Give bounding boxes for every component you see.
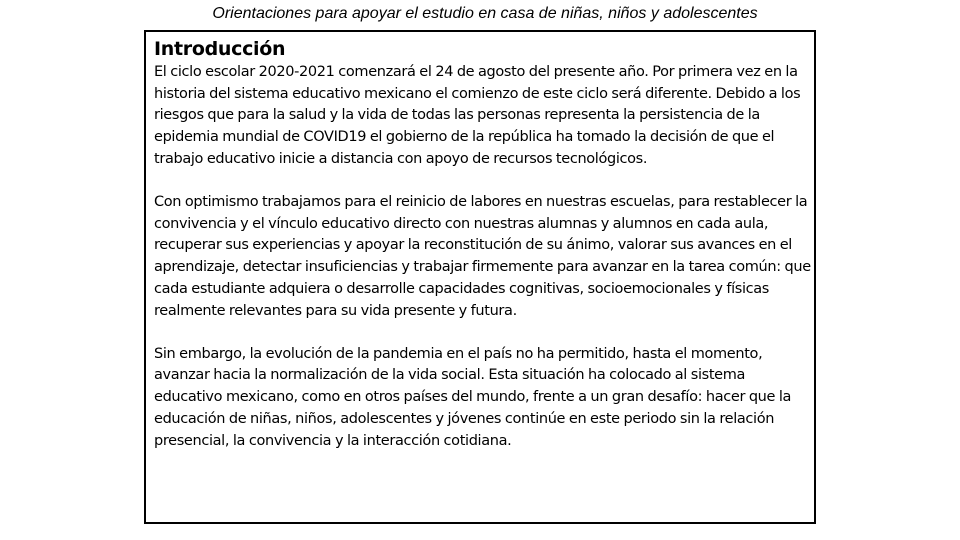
paragraph-3: Sin embargo, la evolución de la pandemia en el país no ha permitido, hasta el momento, avanzar hacia la normalización de la vida social. Esta situación ha colocado al sistema educativo mexicano, como en otros países del mundo, frente a un gran desafío: hacer que la educación de niñas, niños, adolescentes y jóvenes continúe en este periodo sin la relación presencial, la convivencia y la interacción cotidiana. (154, 345, 792, 449)
paragraph-1: El ciclo escolar 2020-2021 comenzará el 24 de agosto del presente año. Por primera vez en la historia del sistema educativo mexicano el comienzo de este ciclo será diferente. Debido a los riesgos que para la salud y la vida de todas las personas representa la persistencia de la epidemia mundial de COVID19 el gobierno de la república ha tomado la decisión de que el trabajo educativo inicie a distancia con apoyo de recursos tecnológicos. (154, 64, 801, 167)
section-content (154, 36, 814, 452)
paragraph-2: Con optimismo trabajamos para el reinicio de labores en nuestras escuelas, para restablecer la convivencia y el vínculo educativo directo con nuestras alumnas y alumnos en cada aula, recuperar sus experiencias y apoyar la reconstitución de su ánimo, valorar sus avances en el aprendizaje, detectar insuficiencias y trabajar firmemente para avanzar en la tarea común: que cada estudiante adquiera o desarrolle capacidades cognitivas, socioemocionales y físicas realmente relevantes para su vida presente y futura. (154, 194, 811, 319)
content-box (144, 30, 816, 524)
section-title: Introducción (154, 38, 286, 60)
document-header: Orientaciones para apoyar el estudio en casa de niñas, niños y adolescentes (212, 5, 758, 22)
